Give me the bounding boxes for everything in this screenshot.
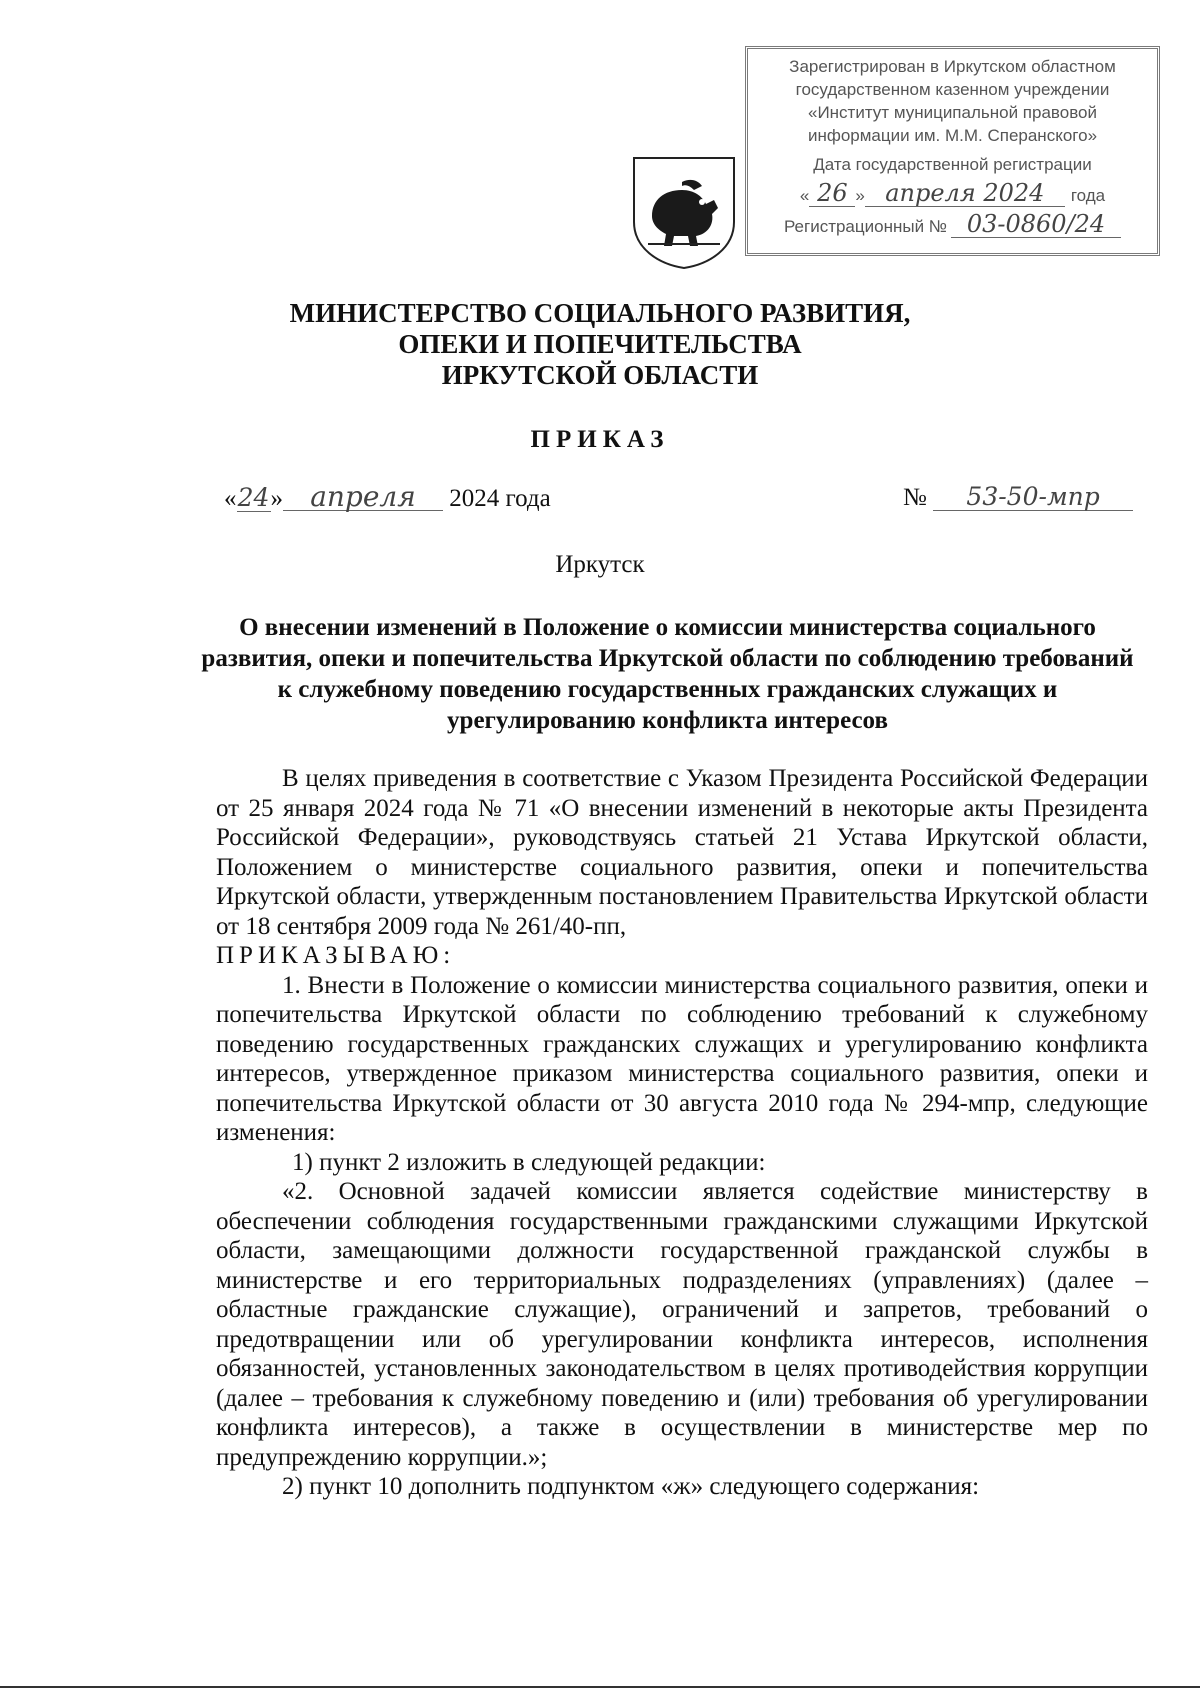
order-date-day: 24 xyxy=(237,483,270,512)
ministry-header xyxy=(0,298,1200,391)
ministry-name-line1: МИНИСТЕРСТВО СОЦИАЛЬНОГО РАЗВИТИЯ, xyxy=(289,298,911,328)
order-date-year: 2024 года xyxy=(449,485,551,512)
order-number-label: № xyxy=(903,484,927,511)
order-body xyxy=(216,764,1148,1502)
ministry-name-line3: ИРКУТСКОЙ ОБЛАСТИ xyxy=(441,360,759,390)
stamp-date-mid: » xyxy=(855,186,865,205)
stamp-line: государственном казенном учреждении xyxy=(795,80,1110,99)
subclause-2-paragraph: 2) пункт 10 дополнить подпунктом «ж» следующего содержания: xyxy=(282,1473,980,1500)
registration-stamp xyxy=(745,46,1160,256)
stamp-line: Зарегистрирован в Иркутском областном xyxy=(789,57,1116,76)
stamp-reg-row xyxy=(758,211,1147,238)
clause-1-paragraph: 1. Внести в Положение о комиссии министерства социального развития, опеки и попечительства Иркутской области по соблюдению требований к служебному поведению государственных гражданских служащих и урегулированию конфликта интересов, утвержденное приказом министерства социального развития, опеки и попечительства Иркутской области от 30 августа 2010 года № 294-мпр, следующие изменения: xyxy=(216,971,1148,1146)
subclause-1-paragraph: 1) пункт 2 изложить в следующей редакции: xyxy=(292,1148,766,1176)
stamp-line: информации им. М.М. Сперанского» xyxy=(807,126,1098,145)
order-date-open: « xyxy=(224,485,237,512)
order-date xyxy=(224,480,551,513)
stamp-date-open: « xyxy=(799,186,810,205)
stamp-date-day: 26 xyxy=(809,180,855,207)
stamp-date-row xyxy=(758,180,1147,207)
stamp-date-month-year: апреля 2024 xyxy=(865,180,1065,207)
order-date-mid: » xyxy=(270,485,283,512)
preamble-paragraph: В целях приведения в соответствие с Указом Президента Российской Федерации от 25 января 2024 года № 71 «О внесении изменений в некоторые акты Президента Российской Федерации», руководствуясь статьей 21 Устава Иркутской области, Положением о министерстве социального развития, опеки и попечительства Иркутской области, утвержденным постановлением Правительства Иркутской области от 18 сентября 2009 года № 261/40-пп, xyxy=(216,765,1148,940)
page-bottom-rule xyxy=(0,1686,1200,1688)
coat-of-arms-icon xyxy=(628,152,740,270)
ministry-name-line2: ОПЕКИ И ПОПЕЧИТЕЛЬСТВА xyxy=(398,329,802,359)
stamp-line: «Институт муниципальной правовой xyxy=(807,103,1098,122)
stamp-reg-label: Регистрационный № xyxy=(783,217,948,236)
orders-keyword: ПРИКАЗЫВАЮ: xyxy=(216,942,456,969)
order-number xyxy=(903,484,1133,512)
stamp-reg-number: 03-0860/24 xyxy=(951,211,1121,238)
stamp-line: Дата государственной регистрации xyxy=(813,155,1092,174)
stamp-date-suffix: года xyxy=(1070,186,1106,205)
order-date-month: апреля xyxy=(283,484,443,511)
point-2-text-paragraph: «2. Основной задачей комиссии является содействие министерству в обеспечении соблюдения государственными гражданскими служащими Иркутской области, замещающими должности государственной гражданской службы в министерстве и его территориальных подразделениях (управлениях) (далее – областные гражданские служащие), ограничений и запретов, требований о предотвращении или об урегулировании конфликта интересов, исполнения обязанностей, установленных законодательством в целях противодействия коррупции (далее – требования к служебному поведению и (или) требования об урегулировании конфликта интересов), а также в осуществлении в министерстве мер по предупреждению коррупции.»; xyxy=(216,1178,1148,1471)
order-city: Иркутск xyxy=(555,551,645,578)
order-title: ПРИКАЗ xyxy=(530,426,670,453)
order-subject: О внесении изменений в Положение о комиссии министерства социального развития, опеки и попечительства Иркутской области по соблюдению требований к служебному поведению государственных гражданских служащих и урегулированию конфликта интересов xyxy=(201,614,1134,734)
order-number-value: 53-50-мпр xyxy=(933,484,1133,511)
